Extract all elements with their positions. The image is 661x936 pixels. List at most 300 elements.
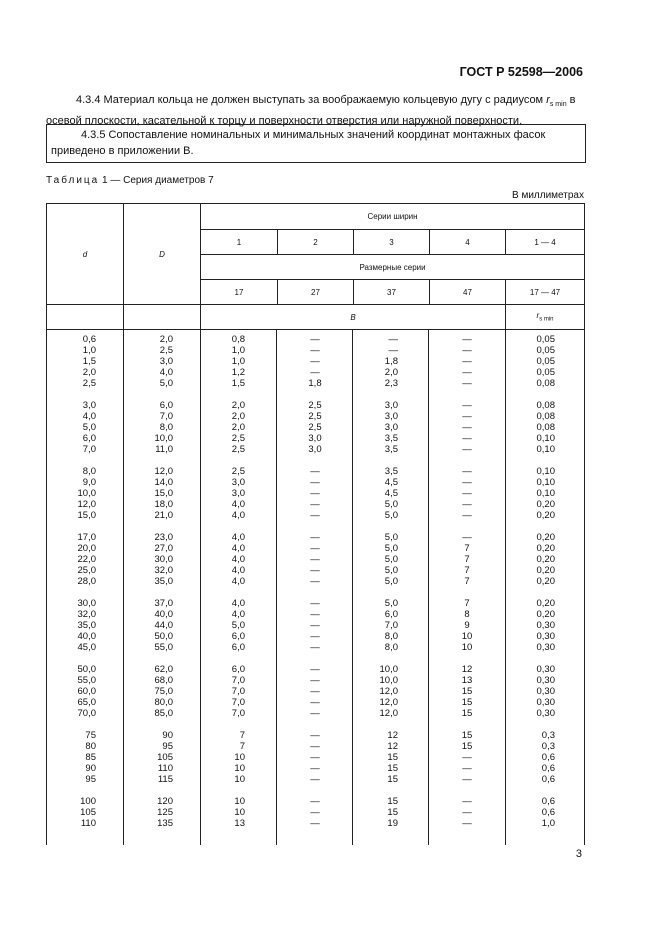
table-body xyxy=(46,334,584,840)
table-row xyxy=(46,708,584,719)
paragraph-4-3-4-text-b: в осевой плоскости, касательной к торцу и поверхности отверстия или наружной поверхности. xyxy=(46,94,576,128)
cell-d: 15,0 xyxy=(77,510,96,521)
cell-D: 90 xyxy=(162,730,173,741)
cell-B4: 15 xyxy=(461,697,473,708)
row-group xyxy=(46,796,584,829)
cell-B3: 15 xyxy=(387,763,398,774)
table-caption-title: 1 — Серия диаметров 7 xyxy=(99,175,214,186)
cell-D: 3,0 xyxy=(159,356,173,367)
cell-B3: 5,0 xyxy=(384,499,398,510)
cell-B2: — xyxy=(310,752,320,763)
cell-rs: 0,20 xyxy=(536,499,555,510)
cell-rs: 0,05 xyxy=(536,334,555,345)
cell-B3: — xyxy=(388,345,398,356)
cell-B2: — xyxy=(310,510,320,521)
cell-rs: 0,10 xyxy=(536,477,555,488)
cell-D: 2,0 xyxy=(159,334,173,345)
cell-B4: — xyxy=(462,378,472,389)
cell-B1: 6,0 xyxy=(231,642,245,653)
cell-B2: — xyxy=(310,620,320,631)
cell-B1: 7,0 xyxy=(231,675,245,686)
cell-B1: 10 xyxy=(234,796,245,807)
table-row xyxy=(46,444,584,455)
cell-d: 85 xyxy=(85,752,96,763)
cell-B3: 12,0 xyxy=(379,708,398,719)
cell-B3: 12,0 xyxy=(379,686,398,697)
cell-B3: 19 xyxy=(387,818,398,829)
cell-d: 95 xyxy=(85,774,96,785)
cell-B1: 4,0 xyxy=(231,499,245,510)
cell-rs: 0,30 xyxy=(536,620,555,631)
header-width-series: Серии ширин xyxy=(201,204,585,230)
header-rs-min xyxy=(506,305,585,330)
cell-B3: 8,0 xyxy=(384,642,398,653)
cell-d: 25,0 xyxy=(77,565,96,576)
cell-B1: 10 xyxy=(234,807,245,818)
cell-rs: 0,10 xyxy=(536,466,555,477)
cell-B2: — xyxy=(310,334,320,345)
cell-B4: — xyxy=(462,466,472,477)
cell-D: 75,0 xyxy=(154,686,173,697)
cell-D: 37,0 xyxy=(154,598,173,609)
cell-B2: — xyxy=(310,367,320,378)
cell-B1: 7 xyxy=(239,741,245,752)
cell-B2: — xyxy=(310,763,320,774)
cell-d: 8,0 xyxy=(82,466,96,477)
cell-B1: 2,0 xyxy=(231,400,245,411)
cell-D: 7,0 xyxy=(159,411,173,422)
cell-B2: 2,5 xyxy=(308,422,322,433)
header-dim-col: 37 xyxy=(354,280,430,305)
cell-B2: — xyxy=(310,466,320,477)
row-group xyxy=(46,400,584,455)
header-empty-cell xyxy=(124,305,201,330)
cell-B2: 3,0 xyxy=(308,433,322,444)
cell-B3: 5,0 xyxy=(384,510,398,521)
cell-d: 5,0 xyxy=(82,422,96,433)
cell-B4: — xyxy=(462,345,472,356)
cell-B3: 12 xyxy=(387,730,398,741)
cell-d: 9,0 xyxy=(82,477,96,488)
cell-B1: 4,0 xyxy=(231,598,245,609)
cell-B3: 3,0 xyxy=(384,422,398,433)
cell-rs: 1,0 xyxy=(541,818,555,829)
cell-B4: — xyxy=(462,477,472,488)
cell-rs: 0,05 xyxy=(536,345,555,356)
table-row xyxy=(46,664,584,675)
cell-B2: — xyxy=(310,543,320,554)
cell-B2: 2,5 xyxy=(308,411,322,422)
cell-B2: — xyxy=(310,532,320,543)
cell-d: 105 xyxy=(80,807,96,818)
cell-rs: 0,08 xyxy=(536,422,555,433)
cell-B4: — xyxy=(462,488,472,499)
cell-d: 35,0 xyxy=(77,620,96,631)
cell-D: 62,0 xyxy=(154,664,173,675)
cell-d: 80 xyxy=(85,741,96,752)
table-row xyxy=(46,488,584,499)
cell-d: 60,0 xyxy=(77,686,96,697)
cell-rs: 0,20 xyxy=(536,576,555,587)
cell-B3: 5,0 xyxy=(384,554,398,565)
cell-B4: — xyxy=(462,774,472,785)
cell-rs: 0,6 xyxy=(541,774,555,785)
cell-d: 32,0 xyxy=(77,609,96,620)
cell-B3: 12,0 xyxy=(379,697,398,708)
cell-D: 2,5 xyxy=(159,345,173,356)
cell-B2: — xyxy=(310,477,320,488)
cell-D: 44,0 xyxy=(154,620,173,631)
table-row xyxy=(46,356,584,367)
cell-rs: 0,10 xyxy=(536,444,555,455)
cell-d: 55,0 xyxy=(77,675,96,686)
cell-B1: 1,5 xyxy=(231,378,245,389)
cell-B1: 1,0 xyxy=(231,345,245,356)
cell-B3: 12 xyxy=(387,741,398,752)
cell-B3: 5,0 xyxy=(384,576,398,587)
cell-B2: — xyxy=(310,686,320,697)
table-row xyxy=(46,466,584,477)
paragraph-4-3-5-box xyxy=(46,124,586,163)
table-row xyxy=(46,686,584,697)
table-row xyxy=(46,367,584,378)
cell-D: 27,0 xyxy=(154,543,173,554)
cell-rs: 0,20 xyxy=(536,565,555,576)
cell-rs: 0,10 xyxy=(536,433,555,444)
cell-D: 68,0 xyxy=(154,675,173,686)
cell-B2: — xyxy=(310,345,320,356)
table-row xyxy=(46,763,584,774)
table-row xyxy=(46,400,584,411)
radius-symbol: r xyxy=(546,94,550,106)
cell-rs: 0,20 xyxy=(536,609,555,620)
cell-D: 85,0 xyxy=(154,708,173,719)
cell-D: 18,0 xyxy=(154,499,173,510)
cell-B2: — xyxy=(310,697,320,708)
table-row xyxy=(46,378,584,389)
cell-B1: 7,0 xyxy=(231,697,245,708)
table-row xyxy=(46,741,584,752)
cell-B1: 4,0 xyxy=(231,532,245,543)
cell-d: 45,0 xyxy=(77,642,96,653)
cell-B1: 5,0 xyxy=(231,620,245,631)
table-caption xyxy=(46,175,214,186)
header-width-col: 1 — 4 xyxy=(506,230,585,255)
page-number: 3 xyxy=(575,848,582,860)
cell-D: 40,0 xyxy=(154,609,173,620)
cell-rs: 0,30 xyxy=(536,675,555,686)
cell-B2: — xyxy=(310,818,320,829)
cell-d: 100 xyxy=(80,796,96,807)
cell-B1: 10 xyxy=(234,774,245,785)
cell-B4: — xyxy=(462,400,472,411)
cell-B2: — xyxy=(310,675,320,686)
row-group xyxy=(46,730,584,785)
cell-B1: 4,0 xyxy=(231,510,245,521)
cell-B2: — xyxy=(310,664,320,675)
cell-d: 90 xyxy=(85,763,96,774)
cell-B1: 2,0 xyxy=(231,422,245,433)
cell-B4: 7 xyxy=(464,598,470,609)
cell-rs: 0,20 xyxy=(536,543,555,554)
cell-B3: 3,5 xyxy=(384,466,398,477)
cell-B3: 7,0 xyxy=(384,620,398,631)
cell-D: 105 xyxy=(157,752,173,763)
header-width-col: 4 xyxy=(430,230,506,255)
cell-B1: 4,0 xyxy=(231,609,245,620)
cell-B3: 5,0 xyxy=(384,565,398,576)
cell-B2: — xyxy=(310,708,320,719)
header-width-col: 2 xyxy=(278,230,354,255)
cell-d: 40,0 xyxy=(77,631,96,642)
cell-D: 30,0 xyxy=(154,554,173,565)
cell-B1: 0,8 xyxy=(231,334,245,345)
cell-rs: 0,6 xyxy=(541,763,555,774)
cell-B3: 15 xyxy=(387,796,398,807)
radius-subscript: s min xyxy=(549,101,567,109)
cell-rs: 0,20 xyxy=(536,510,555,521)
cell-rs: 0,05 xyxy=(536,367,555,378)
cell-B2: 1,8 xyxy=(308,378,322,389)
cell-B2: — xyxy=(310,642,320,653)
cell-B3: 3,0 xyxy=(384,411,398,422)
cell-B4: — xyxy=(462,763,472,774)
cell-B2: — xyxy=(310,488,320,499)
cell-B4: — xyxy=(462,444,472,455)
cell-B4: — xyxy=(462,796,472,807)
cell-B2: — xyxy=(310,730,320,741)
cell-B1: 6,0 xyxy=(231,664,245,675)
cell-B1: 13 xyxy=(234,818,245,829)
cell-D: 55,0 xyxy=(154,642,173,653)
cell-D: 12,0 xyxy=(154,466,173,477)
table-header xyxy=(46,203,585,330)
row-group xyxy=(46,598,584,653)
cell-B4: 15 xyxy=(461,730,473,741)
table-row xyxy=(46,554,584,565)
cell-D: 21,0 xyxy=(154,510,173,521)
cell-B4: 15 xyxy=(461,686,473,697)
cell-B4: — xyxy=(462,422,472,433)
cell-B3: 6,0 xyxy=(384,609,398,620)
cell-B3: 4,5 xyxy=(384,488,398,499)
cell-B1: 3,0 xyxy=(231,488,245,499)
table-row xyxy=(46,334,584,345)
cell-B4: 7 xyxy=(464,554,470,565)
row-group xyxy=(46,532,584,587)
cell-B4: — xyxy=(462,752,472,763)
header-width-col: 3 xyxy=(354,230,430,255)
header-width-col: 1 xyxy=(201,230,278,255)
cell-B1: 1,0 xyxy=(231,356,245,367)
table-row xyxy=(46,620,584,631)
cell-d: 70,0 xyxy=(77,708,96,719)
cell-B2: — xyxy=(310,741,320,752)
cell-B4: — xyxy=(462,334,472,345)
cell-rs: 0,6 xyxy=(541,796,555,807)
cell-B2: 2,5 xyxy=(308,400,322,411)
header-d: d xyxy=(47,204,124,305)
cell-B1: 10 xyxy=(234,763,245,774)
cell-rs: 0,30 xyxy=(536,697,555,708)
paragraph-4-3-4-text-a: 4.3.4 Материал кольца не должен выступать за воображаемую кольцевую дугу с радиусом xyxy=(76,94,547,106)
cell-B3: 15 xyxy=(387,774,398,785)
table-row xyxy=(46,543,584,554)
cell-d: 1,5 xyxy=(82,356,96,367)
cell-B1: 7 xyxy=(239,730,245,741)
header-D: D xyxy=(124,204,201,305)
table-row xyxy=(46,565,584,576)
row-group xyxy=(46,466,584,521)
header-B: B xyxy=(201,305,506,330)
table-row xyxy=(46,345,584,356)
table-row xyxy=(46,411,584,422)
cell-B2: — xyxy=(310,796,320,807)
cell-B1: 2,0 xyxy=(231,411,245,422)
cell-B4: — xyxy=(462,433,472,444)
cell-B4: — xyxy=(462,807,472,818)
cell-B4: — xyxy=(462,499,472,510)
cell-d: 12,0 xyxy=(77,499,96,510)
cell-rs: 0,08 xyxy=(536,411,555,422)
cell-rs: 0,3 xyxy=(541,730,555,741)
cell-B4: — xyxy=(462,510,472,521)
cell-B4: 13 xyxy=(461,675,473,686)
cell-rs: 0,20 xyxy=(536,598,555,609)
table-row xyxy=(46,675,584,686)
cell-D: 6,0 xyxy=(159,400,173,411)
cell-B4: — xyxy=(462,411,472,422)
cell-B1: 1,2 xyxy=(231,367,245,378)
row-group xyxy=(46,334,584,389)
cell-rs: 0,05 xyxy=(536,356,555,367)
cell-D: 14,0 xyxy=(154,477,173,488)
cell-D: 120 xyxy=(157,796,173,807)
cell-rs: 0,6 xyxy=(541,752,555,763)
cell-B3: 2,3 xyxy=(384,378,398,389)
table-row xyxy=(46,532,584,543)
row-group xyxy=(46,664,584,719)
cell-rs: 0,08 xyxy=(536,378,555,389)
table-units: В миллиметрах xyxy=(512,190,584,201)
cell-B1: 3,0 xyxy=(231,477,245,488)
cell-B4: — xyxy=(462,818,472,829)
cell-B4: — xyxy=(462,532,472,543)
cell-B3: 5,0 xyxy=(384,532,398,543)
cell-B2: — xyxy=(310,576,320,587)
cell-d: 75 xyxy=(85,730,96,741)
table-row xyxy=(46,730,584,741)
cell-B1: 4,0 xyxy=(231,576,245,587)
cell-B1: 4,0 xyxy=(231,554,245,565)
cell-B3: 15 xyxy=(387,807,398,818)
cell-B3: 1,8 xyxy=(384,356,398,367)
cell-D: 32,0 xyxy=(154,565,173,576)
cell-B2: — xyxy=(310,356,320,367)
table-row xyxy=(46,752,584,763)
cell-D: 11,0 xyxy=(155,444,173,455)
cell-D: 50,0 xyxy=(154,631,173,642)
column-divider xyxy=(584,329,585,845)
cell-B4: 12 xyxy=(461,664,473,675)
cell-B1: 2,5 xyxy=(231,466,245,477)
cell-D: 5,0 xyxy=(159,378,173,389)
rs-symbol: r xyxy=(536,311,540,321)
cell-d: 2,5 xyxy=(82,378,96,389)
cell-d: 7,0 xyxy=(82,444,96,455)
cell-B4: 10 xyxy=(461,642,473,653)
table-row xyxy=(46,576,584,587)
cell-B4: 10 xyxy=(461,631,473,642)
cell-B3: 2,0 xyxy=(384,367,398,378)
header-dim-col: 47 xyxy=(430,280,506,305)
cell-D: 4,0 xyxy=(159,367,173,378)
table-row xyxy=(46,818,584,829)
cell-B3: 3,5 xyxy=(384,433,398,444)
paragraph-4-3-5-text: 4.3.5 Сопоставление номинальных и минимальных значений координат монтажных фасок приведено в приложении В. xyxy=(51,129,546,157)
cell-D: 80,0 xyxy=(154,697,173,708)
table-row xyxy=(46,433,584,444)
cell-rs: 0,30 xyxy=(536,642,555,653)
cell-B4: 9 xyxy=(464,620,470,631)
cell-d: 0,6 xyxy=(82,334,96,345)
table-row xyxy=(46,422,584,433)
cell-B4: 15 xyxy=(461,708,473,719)
cell-B4: 15 xyxy=(461,741,473,752)
table-row xyxy=(46,807,584,818)
rs-subscript: s min xyxy=(539,316,554,323)
header-dim-col: 17 xyxy=(201,280,278,305)
table-row xyxy=(46,510,584,521)
cell-B3: 5,0 xyxy=(384,543,398,554)
header-dim-col: 17 — 47 xyxy=(506,280,585,305)
cell-d: 10,0 xyxy=(77,488,96,499)
cell-D: 110 xyxy=(157,763,173,774)
table-row xyxy=(46,796,584,807)
cell-B1: 10 xyxy=(234,752,245,763)
cell-B3: 15 xyxy=(387,752,398,763)
table-caption-prefix: Таблица xyxy=(46,175,100,186)
cell-B2: — xyxy=(310,554,320,565)
cell-rs: 0,10 xyxy=(536,488,555,499)
cell-d: 22,0 xyxy=(77,554,96,565)
cell-B3: 4,5 xyxy=(384,477,398,488)
cell-B1: 7,0 xyxy=(231,708,245,719)
cell-B2: 3,0 xyxy=(308,444,322,455)
cell-D: 15,0 xyxy=(154,488,173,499)
table-row xyxy=(46,631,584,642)
cell-rs: 0,20 xyxy=(536,554,555,565)
header-empty-cell xyxy=(47,305,124,330)
cell-B3: 3,5 xyxy=(384,444,398,455)
cell-B3: 5,0 xyxy=(384,598,398,609)
cell-B2: — xyxy=(310,774,320,785)
cell-d: 30,0 xyxy=(77,598,96,609)
cell-B4: 7 xyxy=(464,543,470,554)
cell-B1: 2,5 xyxy=(231,433,245,444)
cell-rs: 0,3 xyxy=(541,741,555,752)
cell-B1: 6,0 xyxy=(231,631,245,642)
cell-B3: 3,0 xyxy=(384,400,398,411)
cell-d: 65,0 xyxy=(77,697,96,708)
cell-D: 10,0 xyxy=(154,433,173,444)
cell-rs: 0,30 xyxy=(536,631,555,642)
cell-d: 3,0 xyxy=(82,400,96,411)
cell-B4: — xyxy=(462,356,472,367)
cell-D: 115 xyxy=(157,774,173,785)
table-row xyxy=(46,774,584,785)
cell-B2: — xyxy=(310,609,320,620)
